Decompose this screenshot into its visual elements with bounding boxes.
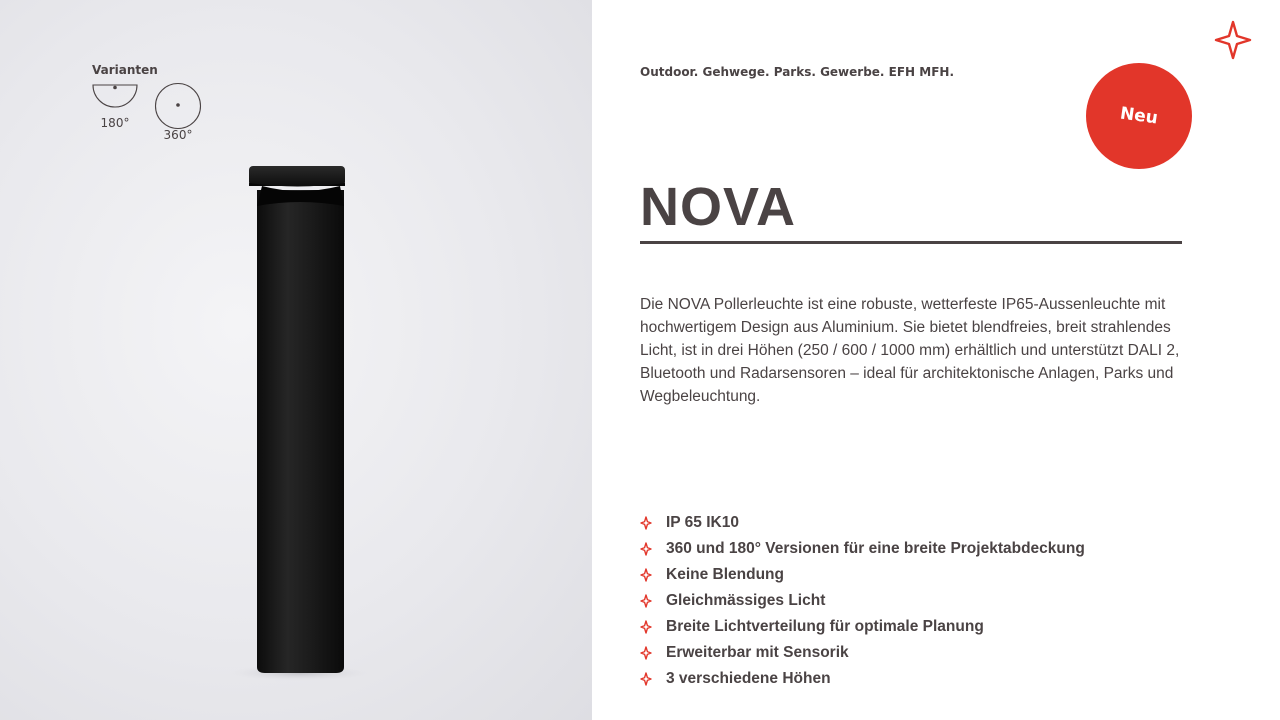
sparkle-bullet-icon [640,594,666,608]
feature-text: 360 und 180° Versionen für eine breite Projektabdeckung [666,540,1085,557]
sparkle-bullet-icon [640,672,666,686]
feature-text: Keine Blendung [666,566,784,583]
bollard-photo [0,0,592,720]
feature-text: 3 verschiedene Höhen [666,670,831,687]
feature-item [640,666,1085,692]
feature-item [640,562,1085,588]
title-divider [640,241,1182,244]
sparkle-bullet-icon [640,620,666,634]
feature-text: IP 65 IK10 [666,514,739,531]
variant-360-label: 360° [163,128,193,142]
compass-star-icon [1214,20,1252,60]
feature-text: Breite Lichtverteilung für optimale Planung [666,618,984,635]
product-title: NOVA [640,177,797,237]
product-description: Die NOVA Pollerleuchte ist eine robuste, wetterfeste IP65-Aussenleuchte mit hochwertigem Design aus Aluminium. Sie bietet blendfreies, breit strahlendes Licht, ist in drei Höhen (250 / 600 / 1000 mm) erhältlich und unterstützt DALI 2, Bluetooth und Radarsensoren – ideal für architektonische Anlagen, Parks und Wegbeleuchtung. [640,296,1180,405]
feature-item [640,536,1085,562]
feature-item [640,640,1085,666]
feature-item [640,614,1085,640]
feature-item [640,588,1085,614]
variant-180-label: 180° [100,116,130,130]
sparkle-bullet-icon [640,568,666,582]
tagline: Outdoor. Gehwege. Parks. Gewerbe. EFH MFH. [640,65,955,79]
feature-item [640,510,1085,536]
sparkle-bullet-icon [640,646,666,660]
feature-text: Erweiterbar mit Sensorik [666,644,849,661]
new-badge [1086,63,1192,169]
feature-text: Gleichmässiges Licht [666,592,826,609]
feature-list [640,510,1085,692]
product-image-panel [0,0,592,720]
sparkle-bullet-icon [640,542,666,556]
variants-title: Varianten [92,63,158,77]
sparkle-bullet-icon [640,516,666,530]
new-badge-label: Neu [1118,103,1160,129]
